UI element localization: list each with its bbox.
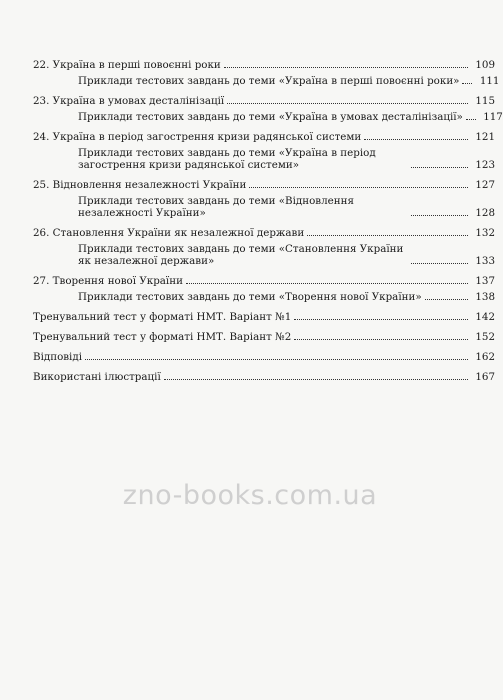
toc-page-number: 121	[475, 131, 495, 143]
toc-page-number: 133	[475, 255, 495, 267]
toc-page-number: 152	[475, 331, 495, 343]
table-of-contents	[33, 55, 503, 383]
toc-entry-title: 27. Творення нової України	[33, 275, 183, 287]
dot-leader	[411, 167, 468, 168]
toc-page-number: 132	[475, 227, 495, 239]
toc-entry-title: 25. Відновлення незалежності України	[33, 179, 247, 191]
toc-entry-title: Використані ілюстрації	[33, 371, 161, 383]
toc-entry[interactable]	[33, 127, 495, 143]
toc-entry-title: 23. Україна в умовах десталінізації	[33, 95, 225, 107]
toc-page-number: 117	[483, 111, 503, 123]
dot-leader	[364, 139, 468, 140]
toc-page-number: 137	[475, 275, 495, 287]
toc-entry[interactable]	[33, 347, 495, 363]
dot-leader	[294, 339, 468, 340]
toc-entry-title: 24. Україна в період загострення кризи радянської системи	[33, 131, 362, 143]
toc-entry[interactable]	[33, 55, 495, 71]
toc-page-number: 127	[475, 179, 495, 191]
dot-leader	[249, 187, 468, 188]
dot-leader	[224, 67, 468, 68]
toc-entry-title: Тренувальний тест у форматі НМТ. Варіант №1	[33, 311, 292, 323]
toc-entry-title: Приклади тестових завдань до теми «Україна в умовах десталінізації»	[78, 111, 463, 123]
toc-page-number: 123	[475, 159, 495, 171]
dot-leader	[164, 379, 468, 380]
toc-page-number: 167	[475, 371, 495, 383]
toc-subentry[interactable]	[33, 191, 495, 219]
toc-entry[interactable]	[33, 271, 495, 287]
toc-entry[interactable]	[33, 307, 495, 323]
dot-leader	[466, 119, 476, 120]
toc-page-number: 138	[475, 291, 495, 303]
toc-page-number: 109	[475, 59, 495, 71]
toc-page-number: 111	[479, 75, 500, 87]
dot-leader	[411, 215, 468, 216]
dot-leader	[85, 359, 468, 360]
dot-leader	[186, 283, 468, 284]
dot-leader	[294, 319, 468, 320]
toc-entry[interactable]	[33, 91, 495, 107]
toc-subentry[interactable]	[33, 239, 495, 267]
toc-entry-title: Тренувальний тест у форматі НМТ. Варіант №2	[33, 331, 292, 343]
toc-entry-title: Приклади тестових завдань до теми «Україна в перші повоєнні роки»	[78, 75, 460, 87]
toc-entry-title: Приклади тестових завдань до теми «Відновлення незалежності України»	[78, 195, 354, 219]
toc-page-number: 162	[475, 351, 495, 363]
toc-subentry[interactable]	[33, 71, 500, 87]
dot-leader	[462, 83, 472, 84]
dot-leader	[227, 103, 468, 104]
toc-entry-title: Приклади тестових завдань до теми «Україна в період загострення кризи радянської системи»	[78, 147, 376, 171]
toc-subentry[interactable]	[33, 143, 495, 171]
toc-entry-title: Відповіді	[33, 351, 82, 363]
toc-entry[interactable]	[33, 367, 495, 383]
toc-page-number: 142	[475, 311, 495, 323]
toc-entry-title: 22. Україна в перші повоєнні роки	[33, 59, 221, 71]
toc-page-number: 115	[475, 95, 495, 107]
dot-leader	[411, 263, 468, 264]
toc-entry-title: Приклади тестових завдань до теми «Становлення України як незалежної держави»	[78, 243, 404, 267]
toc-entry[interactable]	[33, 175, 495, 191]
toc-entry-title: 26. Становлення України як незалежної держави	[33, 227, 305, 239]
dot-leader	[425, 299, 468, 300]
toc-entry-title: Приклади тестових завдань до теми «Творення нової України»	[78, 291, 422, 303]
toc-subentry[interactable]	[33, 287, 495, 303]
toc-entry[interactable]	[33, 327, 495, 343]
toc-page-number: 128	[475, 207, 495, 219]
toc-subentry[interactable]	[33, 107, 503, 123]
toc-entry[interactable]	[33, 223, 495, 239]
watermark: zno-books.com.ua	[122, 480, 378, 511]
dot-leader	[307, 235, 468, 236]
